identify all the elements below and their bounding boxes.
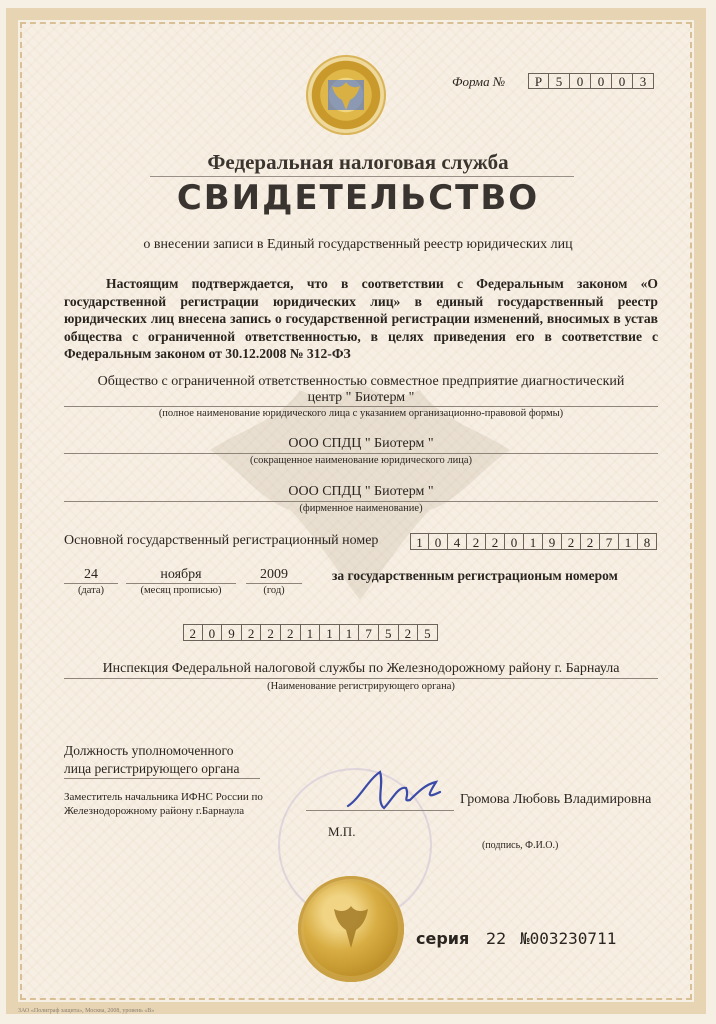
form-number-cells	[528, 73, 654, 89]
reg-digit: 2	[183, 624, 203, 641]
agency-heading: Федеральная налоговая служба	[207, 150, 509, 174]
ogrn-digit: 2	[486, 533, 505, 550]
signature-line	[306, 810, 454, 811]
agency-divider	[150, 176, 574, 177]
form-cell: 0	[591, 73, 612, 89]
signature-caption: (подпись, Ф.И.О.)	[482, 840, 559, 851]
form-cell: 0	[570, 73, 591, 89]
ogrn-digit: 0	[505, 533, 524, 550]
ogrn-digit: 4	[448, 533, 467, 550]
ogrn-digit: 8	[638, 533, 657, 550]
certification-paragraph	[64, 275, 658, 363]
registering-authority: Инспекция Федеральной налоговой службы по Железнодорожному району г. Барнаула	[102, 661, 620, 676]
form-cell: 5	[549, 73, 570, 89]
registering-authority-caption: (Наименование регистрирующего органа)	[267, 681, 455, 692]
official-position-rule	[64, 778, 260, 779]
ogrn-digit: 2	[581, 533, 600, 550]
ogrn-digit: 1	[524, 533, 543, 550]
reg-digit: 9	[222, 624, 242, 641]
full-name-line1: Общество с ограниченной ответственностью совместное предприятие диагностический	[97, 374, 625, 389]
short-name-value: ООО СПДЦ " Биотерм "	[288, 436, 434, 451]
official-title-line1: Заместитель начальника ИФНС России по	[64, 791, 263, 803]
ogrn-digit: 1	[619, 533, 638, 550]
ogrn-digit: 9	[543, 533, 562, 550]
date-month-rule	[126, 583, 236, 584]
short-name-caption: (сокращенное наименование юридического лица)	[249, 455, 473, 466]
series-value: 22	[486, 929, 507, 948]
eagle-emblem-icon	[320, 70, 372, 122]
reg-digit: 5	[379, 624, 399, 641]
ogrn-digit: 1	[410, 533, 429, 550]
signatory-name: Громова Любовь Владимировна	[460, 792, 652, 807]
reg-digit: 2	[399, 624, 419, 641]
date-day-caption: (дата)	[77, 585, 105, 596]
official-position-line1: Должность уполномоченного	[64, 743, 234, 758]
form-number-label: Форма №	[452, 74, 506, 89]
ogrn-digit: 7	[600, 533, 619, 550]
registering-authority-rule	[64, 678, 658, 679]
ogrn-digit: 2	[467, 533, 486, 550]
full-name-rule	[64, 406, 658, 407]
form-cell: 3	[633, 73, 654, 89]
ogrn-digit: 2	[562, 533, 581, 550]
registration-number-label: за государственным регистрационым номером	[332, 568, 618, 583]
short-name-rule	[64, 453, 658, 454]
official-position-label	[64, 742, 239, 778]
form-cell: 0	[612, 73, 633, 89]
date-day-rule	[64, 583, 118, 584]
document-title: СВИДЕТЕЛЬСТВО	[176, 178, 540, 218]
reg-digit: 2	[281, 624, 301, 641]
ogrn-label: Основной государственный регистрационный номер	[64, 533, 379, 548]
brand-name-caption: (фирменное наименование)	[299, 503, 423, 514]
reg-digit: 7	[359, 624, 379, 641]
ogrn-cells	[410, 533, 657, 550]
reg-digit: 5	[418, 624, 438, 641]
series-label: серия	[416, 929, 470, 948]
reg-digit: 2	[261, 624, 281, 641]
registration-number-cells	[183, 624, 438, 641]
seal-eagle-icon	[320, 898, 382, 960]
date-month-caption: (месяц прописью)	[140, 585, 222, 596]
date-year: 2009	[260, 567, 288, 582]
date-year-caption: (год)	[263, 585, 285, 596]
ogrn-digit: 0	[429, 533, 448, 550]
date-year-rule	[246, 583, 302, 584]
signature-icon	[340, 762, 450, 822]
brand-name-rule	[64, 501, 658, 502]
official-position-line2: лица регистрирующего органа	[64, 761, 240, 776]
certificate-number: №003230711	[520, 929, 617, 948]
document-subtitle: о внесении записи в Единый государственный реестр юридических лиц	[143, 237, 573, 252]
full-name-caption: (полное наименование юридического лица с указанием организационно-правовой формы)	[158, 408, 564, 419]
reg-digit: 2	[242, 624, 262, 641]
full-name-line2: центр " Биотерм "	[307, 390, 415, 405]
official-title	[64, 790, 263, 818]
date-month: ноября	[160, 567, 202, 582]
printer-imprint: ЗАО «Полиграф защита», Москва, 2008, уровень «В»	[18, 1008, 155, 1014]
date-day: 24	[84, 567, 98, 582]
reg-digit: 1	[301, 624, 321, 641]
certification-text: Настоящим подтверждается, что в соответствии с Федеральным законом «О государственной регистрации юридических лиц» в единый государственный реестр юридических лиц внесена запись о государственной регистрации изменений, вносимых в устав общества с ограниченной ответственностью, в целях приведения его в соответствие с Федеральным законом от 30.12.2008 № 312-ФЗ	[64, 276, 658, 361]
seal-place-label: М.П.	[328, 824, 356, 839]
reg-digit: 0	[203, 624, 223, 641]
form-cell: Р	[528, 73, 549, 89]
official-title-line2: Железнодорожному району г.Барнаула	[64, 805, 245, 817]
brand-name-value: ООО СПДЦ " Биотерм "	[288, 484, 434, 499]
reg-digit: 1	[340, 624, 360, 641]
reg-digit: 1	[320, 624, 340, 641]
